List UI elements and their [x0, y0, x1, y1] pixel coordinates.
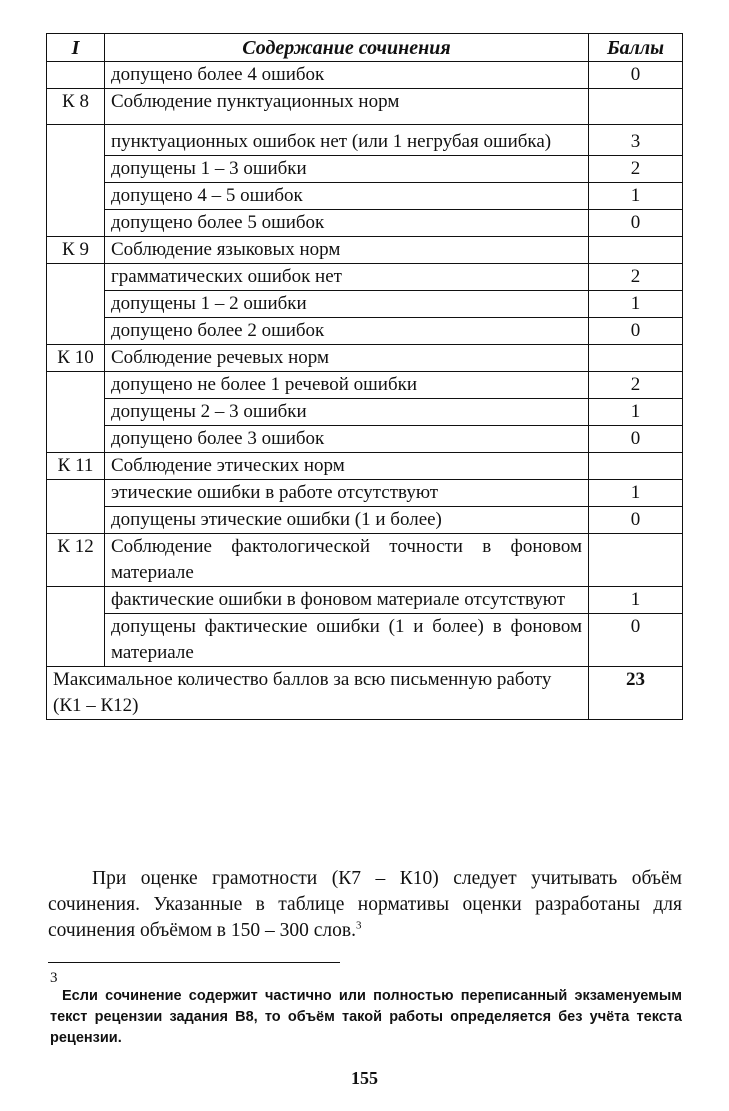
footnote-reference: 3: [355, 919, 362, 932]
criterion-text: Соблюдение фактологической точности в фоновом материале: [105, 534, 589, 587]
table-row: [47, 62, 683, 89]
criterion-points: [589, 237, 683, 264]
table-row: [47, 534, 683, 587]
table-row: [47, 125, 683, 156]
criteria-table: [46, 33, 683, 720]
criterion-points: 1: [589, 480, 683, 507]
table-row: [47, 480, 683, 507]
criterion-text: грамматических ошибок нет: [105, 264, 589, 291]
table-row: [47, 183, 683, 210]
table-row: [47, 89, 683, 125]
footnote-mark: 3: [50, 970, 58, 986]
criterion-points: 1: [589, 587, 683, 614]
criterion-points: 1: [589, 291, 683, 318]
table-row: [47, 291, 683, 318]
header-points: Баллы: [589, 34, 683, 62]
table-row: [47, 453, 683, 480]
criterion-points: 0: [589, 318, 683, 345]
page-number: 155: [351, 1068, 378, 1088]
table-row: [47, 210, 683, 237]
criterion-points: 0: [589, 210, 683, 237]
table-row: [47, 156, 683, 183]
criterion-text: Соблюдение речевых норм: [105, 345, 589, 372]
criterion-text: допущено 4 – 5 ошибок: [105, 183, 589, 210]
criterion-code: К 8: [47, 89, 105, 125]
criterion-text: допущено более 5 ошибок: [105, 210, 589, 237]
criterion-code: [47, 62, 105, 89]
table-row: [47, 426, 683, 453]
criterion-text: допущено более 2 ошибок: [105, 318, 589, 345]
criterion-code: К 9: [47, 237, 105, 264]
criterion-points: 0: [589, 507, 683, 534]
table-row: [47, 614, 683, 667]
footnote-divider: [48, 962, 340, 963]
criterion-points: [589, 453, 683, 480]
criterion-text: фактические ошибки в фоновом материале отсутствуют: [105, 587, 589, 614]
criterion-text: допущено более 3 ошибок: [105, 426, 589, 453]
table-row: [47, 237, 683, 264]
criterion-points: [589, 534, 683, 587]
criterion-text: Соблюдение пунктуационных норм: [105, 89, 589, 125]
criterion-code: [47, 264, 105, 345]
total-text: Максимальное количество баллов за всю письменную работу (К1 – К12): [47, 667, 589, 720]
table-row: [47, 399, 683, 426]
criterion-text: допущены 1 – 3 ошибки: [105, 156, 589, 183]
criterion-text: допущены фактические ошибки (1 и более) в фоновом материале: [105, 614, 589, 667]
criterion-points: 2: [589, 264, 683, 291]
paragraph-text: При оценке грамотности (К7 – К10) следует учитывать объём сочинения. Указанные в таблице нормативы оценки разработаны для сочинения объёмом в 150 – 300 слов.: [48, 868, 682, 941]
criterion-code: К 10: [47, 345, 105, 372]
criterion-text: допущены 1 – 2 ошибки: [105, 291, 589, 318]
criterion-code: [47, 480, 105, 534]
criterion-code: [47, 587, 105, 667]
criterion-text: допущены 2 – 3 ошибки: [105, 399, 589, 426]
table-header-row: [47, 34, 683, 62]
table-row: [47, 318, 683, 345]
criterion-points: 2: [589, 156, 683, 183]
criterion-points: 0: [589, 614, 683, 667]
criterion-code: К 11: [47, 453, 105, 480]
total-points: 23: [589, 667, 683, 720]
table-row: [47, 264, 683, 291]
criterion-points: 3: [589, 125, 683, 156]
criterion-points: 0: [589, 62, 683, 89]
criterion-code: К 12: [47, 534, 105, 587]
criterion-points: 0: [589, 426, 683, 453]
criterion-points: 1: [589, 183, 683, 210]
criterion-text: пунктуационных ошибок нет (или 1 негрубая ошибка): [105, 125, 589, 156]
footnote-text: Если сочинение содержит частично или полностью переписанный экзаменуемым текст рецензии задания В8, то объём такой работы определяется без учёта текста рецензии.: [50, 988, 682, 1046]
criterion-points: 1: [589, 399, 683, 426]
criterion-points: [589, 345, 683, 372]
table-row: [47, 345, 683, 372]
table-row: [47, 372, 683, 399]
body-paragraph: [48, 866, 682, 944]
criterion-text: допущены этические ошибки (1 и более): [105, 507, 589, 534]
header-content: Содержание сочинения: [105, 34, 589, 62]
criterion-text: Соблюдение языковых норм: [105, 237, 589, 264]
criterion-text: допущено не более 1 речевой ошибки: [105, 372, 589, 399]
criterion-points: [589, 89, 683, 125]
criterion-text: этические ошибки в работе отсутствуют: [105, 480, 589, 507]
table-row: [47, 587, 683, 614]
criterion-text: Соблюдение этических норм: [105, 453, 589, 480]
criterion-text: допущено более 4 ошибок: [105, 62, 589, 89]
header-criterion: I: [47, 34, 105, 62]
criterion-code: [47, 125, 105, 237]
criterion-code: [47, 372, 105, 453]
table-row: [47, 507, 683, 534]
criterion-points: 2: [589, 372, 683, 399]
table-total-row: [47, 667, 683, 720]
